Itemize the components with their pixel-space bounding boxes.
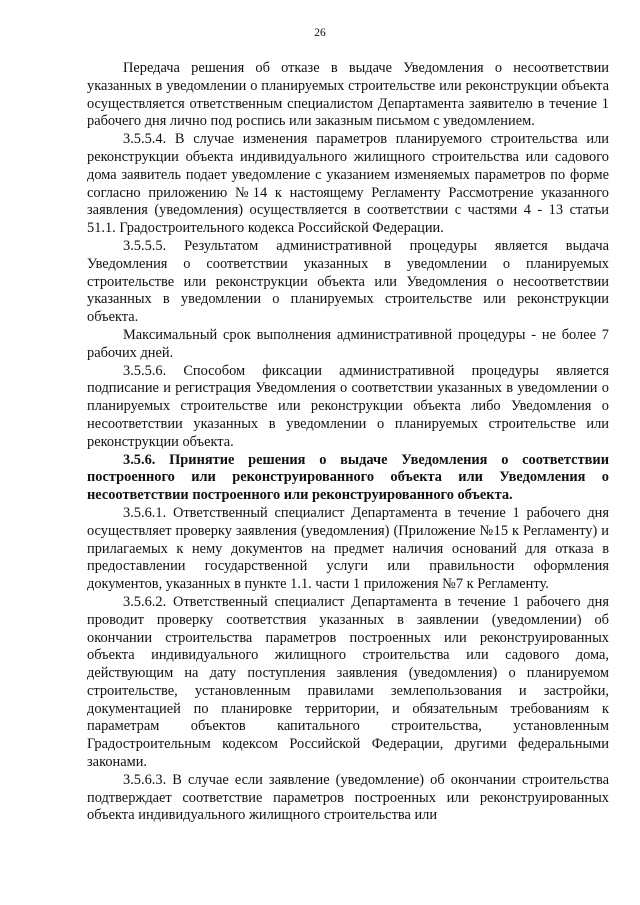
paragraph-3-5-6-3: 3.5.6.3. В случае если заявление (уведомление) об окончании строительства подтверждает соответствие параметров построенных или реконструированных объекта индивидуального жилищного строительства или	[87, 771, 609, 824]
paragraph-refusal-transfer: Передача решения об отказе в выдаче Уведомления о несоответствии указанных в уведомлении о планируемых строительстве или реконструкции объекта осуществляется ответственным специалистом Департамента заявителю в течение 1 рабочего дня лично под роспись или заказным письмом с уведомлением.	[87, 60, 609, 130]
paragraph-3-5-6-1: 3.5.6.1. Ответственный специалист Департамента в течение 1 рабочего дня осуществляет проверку заявления (уведомления) (Приложение №15 к Регламенту) и прилагаемых к нему документов на предмет наличия оснований для отказа в предоставлении государственной услуги или правильности оформления документов, указанных в пункте 1.1. части 1 приложения №7 к Регламенту.	[87, 504, 609, 593]
paragraph-3-5-6-2: 3.5.6.2. Ответственный специалист Департамента в течение 1 рабочего дня проводит проверку соответствия указанных в заявлении (уведомлении) об окончании строительства параметров построенных или реконструированных объекта индивидуального жилищного строительства или садового дома, действующим на дату поступления заявления (уведомления) о планируемом строительстве, установленным правилами землепользования и застройки, документацией по планировке территории, и обязательным требованиям к параметрам объектов капитального строительства, установленным Градостроительным кодексом Российской Федерации, другими федеральными законами.	[87, 593, 609, 771]
paragraph-3-5-5-5: 3.5.5.5. Результатом административной процедуры является выдача Уведомления о соответствии указанных в уведомлении о планируемых строительстве или реконструкции объекта или Уведомления о несоответствии указанных в уведомлении о планируемых строительстве или реконструкции объекта.	[87, 237, 609, 326]
page-number: 26	[314, 27, 326, 39]
document-body	[87, 60, 609, 825]
section-heading-3-5-6: 3.5.6. Принятие решения о выдаче Уведомления о соответствии построенного или реконструированного объекта или Уведомления о несоответствии построенного или реконструированного объекта.	[87, 451, 609, 504]
paragraph-max-term: Максимальный срок выполнения административной процедуры - не более 7 рабочих дней.	[87, 326, 609, 361]
paragraph-3-5-5-4: 3.5.5.4. В случае изменения параметров планируемого строительства или реконструкции объекта индивидуального жилищного строительства или садового дома заявитель подает уведомление с указанием изменяемых параметров по форме согласно приложению №14 к настоящему Регламенту Рассмотрение указанного заявления (уведомления) осуществляется в соответствии с частями 4 - 13 статьи 51.1. Градостроительного кодекса Российской Федерации.	[87, 131, 609, 237]
paragraph-3-5-5-6: 3.5.5.6. Способом фиксации административной процедуры является подписание и регистрация Уведомления о соответствии указанных в уведомлении о планируемых строительстве или реконструкции объекта либо Уведомления о несоответствии указанных в уведомлении о планируемых строительстве или реконструкции объекта.	[87, 362, 609, 450]
